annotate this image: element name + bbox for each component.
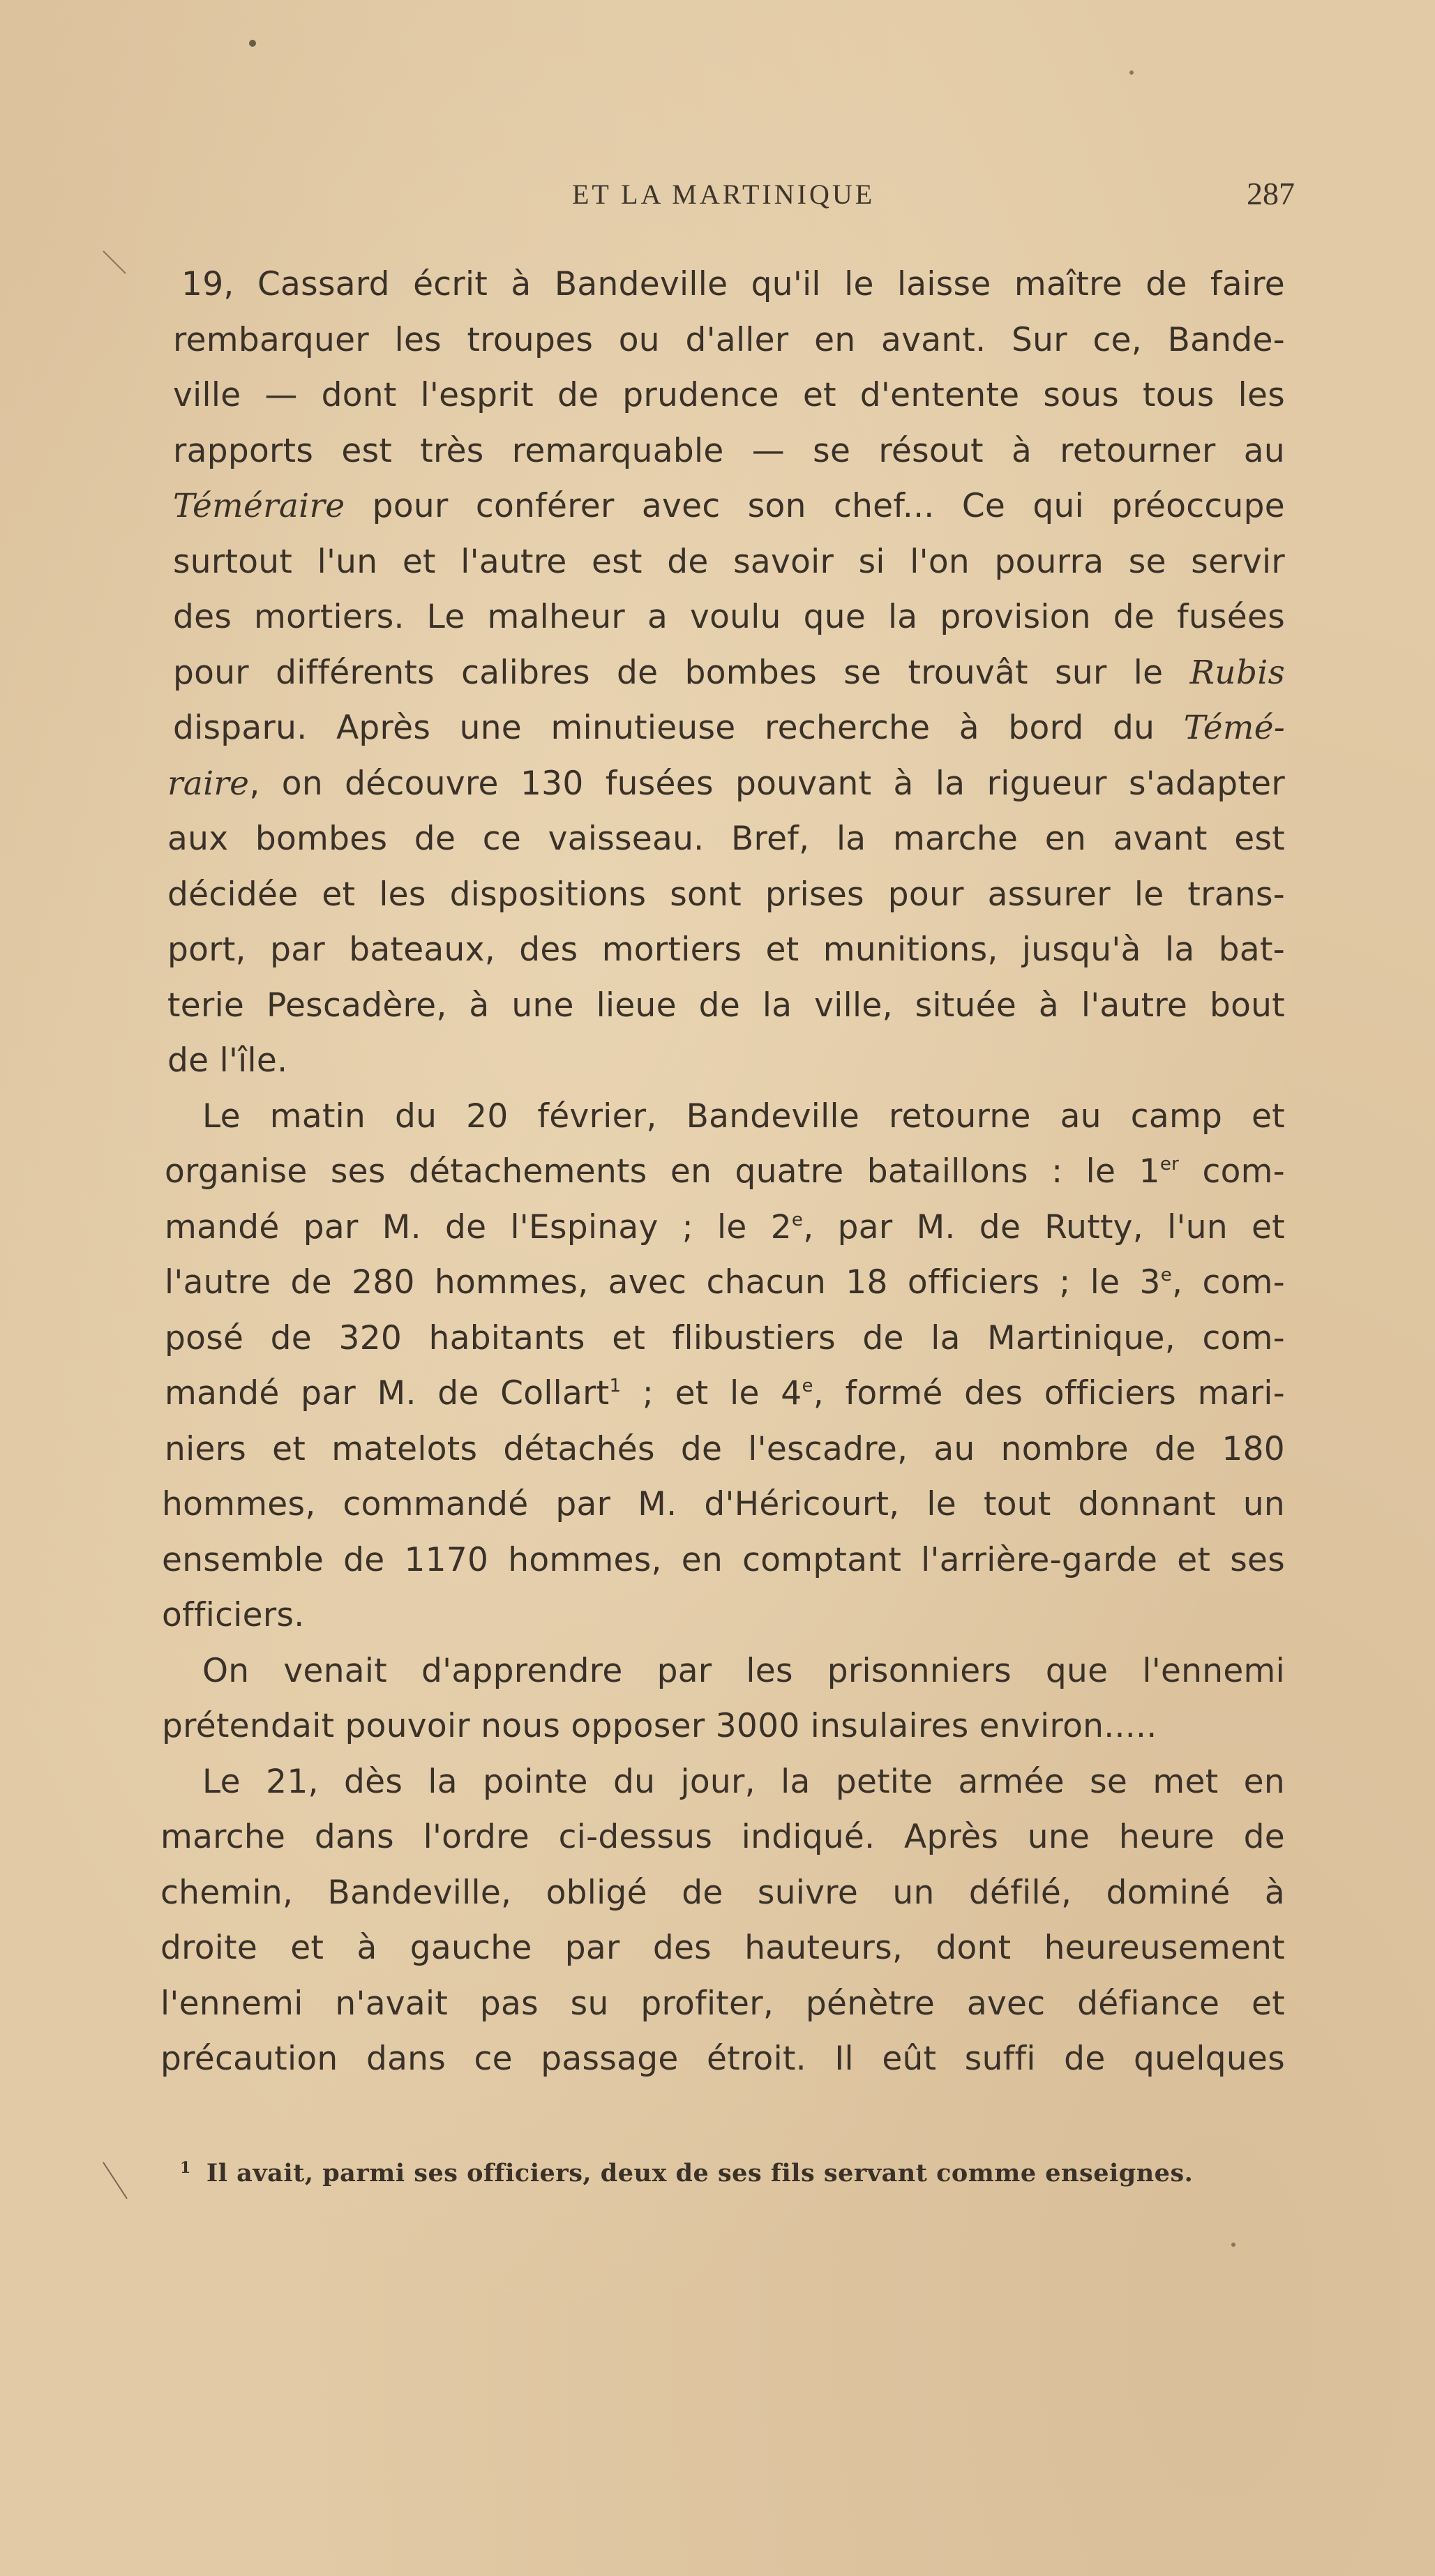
text-line: l'ennemi n'avait pas su profiter, pénètre avec défiance et: [160, 1984, 1285, 2023]
paper-speck: [1231, 2243, 1235, 2247]
footnote-reference: 1: [609, 1376, 622, 1396]
text-line: officiers.: [162, 1596, 305, 1634]
superscript: e: [1160, 1265, 1172, 1286]
text-line: rembarquer les troupes ou d'aller en avant. Sur ce, Bande-: [173, 320, 1285, 359]
text-fragment: mandé par M. de l'Espinay ; le 2: [165, 1207, 792, 1246]
paper-mark: [103, 2162, 127, 2199]
text-fragment: ; et le 4: [621, 1374, 802, 1413]
superscript: er: [1159, 1154, 1180, 1175]
text-fragment: disparu. Après une minutieuse recherche à bord du: [173, 709, 1184, 747]
text-line: terie Pescadère, à une lieue de la ville, située à l'autre bout: [167, 986, 1285, 1025]
text-line: aux bombes de ce vaisseau. Bref, la marche en avant est: [167, 820, 1285, 858]
text-fragment: , par M. de Rutty, l'un et: [803, 1207, 1285, 1246]
text-fragment: , formé des officiers mari-: [813, 1374, 1285, 1413]
text-line: ensemble de 1170 hommes, en comptant l'arrière-garde et ses: [162, 1540, 1285, 1579]
text-line: On venait d'apprendre par les prisonniers que l'ennemi: [202, 1651, 1285, 1690]
text-fragment: , on découvre 130 fusées pouvant à la rigueur s'adapter: [249, 764, 1285, 803]
text-fragment: pour différents calibres de bombes se trouvât sur le: [173, 653, 1190, 692]
footnote-marker: 1: [180, 2159, 191, 2177]
superscript: e: [802, 1376, 813, 1396]
text-line: précaution dans ce passage étroit. Il eût suffi de quelques: [160, 2040, 1285, 2078]
ship-name-temeraire-split: Témé-: [1183, 709, 1285, 747]
paper-speck: [1129, 70, 1134, 75]
footnote-text: Il avait, parmi ses officiers, deux de ses fils servant comme enseignes.: [206, 2159, 1194, 2187]
text-line: 19, Cassard écrit à Bandeville qu'il le laisse maître de faire: [181, 265, 1285, 303]
text-line: posé de 320 habitants et flibustiers de la Martinique, com-: [165, 1318, 1285, 1357]
text-line: chemin, Bandeville, obligé de suivre un défilé, dominé à: [160, 1873, 1285, 1912]
text-line: des mortiers. Le malheur a voulu que la provision de fusées: [173, 598, 1285, 636]
text-line: port, par bateaux, des mortiers et munitions, jusqu'à la bat-: [167, 931, 1285, 969]
superscript: e: [791, 1209, 804, 1230]
text-line: décidée et les dispositions sont prises pour assurer le trans-: [167, 875, 1285, 914]
ship-name-rubis: Rubis: [1189, 653, 1285, 692]
running-title: ET LA MARTINIQUE: [572, 179, 876, 210]
text-line: de l'île.: [167, 1041, 288, 1080]
text-fragment: , com-: [1172, 1263, 1285, 1302]
text-line: hommes, commandé par M. d'Héricourt, le tout donnant un: [162, 1485, 1285, 1523]
text-line: niers et matelots détachés de l'escadre, au nombre de 180: [165, 1429, 1285, 1468]
text-line: marche dans l'ordre ci-dessus indiqué. Après une heure de: [160, 1818, 1285, 1856]
text-fragment: mandé par M. de Collart: [165, 1374, 610, 1413]
text-fragment: l'autre de 280 hommes, avec chacun 18 officiers ; le 3: [165, 1263, 1161, 1302]
text-line: prétendait pouvoir nous opposer 3000 insulaires environ.....: [162, 1707, 1157, 1745]
ship-name-temeraire: Téméraire: [173, 487, 345, 525]
paper-mark: [103, 251, 126, 273]
paper-speck: [249, 40, 256, 47]
text-fragment: organise ses détachements en quatre bataillons : le 1: [165, 1152, 1160, 1191]
page-number: 287: [1247, 176, 1295, 211]
text-line: Le 21, dès la pointe du jour, la petite armée se met en: [202, 1762, 1285, 1801]
text-line: rapports est très remarquable — se résout à retourner au: [173, 431, 1285, 470]
text-fragment: com-: [1179, 1152, 1285, 1191]
ship-name-temeraire-split-end: raire: [167, 764, 250, 803]
text-fragment: pour conférer avec son chef... Ce qui préoccupe: [345, 487, 1285, 525]
text-line: droite et à gauche par des hauteurs, dont heureusement: [160, 1929, 1285, 1967]
text-line: Le matin du 20 février, Bandeville retourne au camp et: [202, 1097, 1285, 1136]
text-line: ville — dont l'esprit de prudence et d'entente sous tous les: [173, 376, 1285, 414]
text-line: surtout l'un et l'autre est de savoir si l'on pourra se servir: [173, 542, 1285, 581]
